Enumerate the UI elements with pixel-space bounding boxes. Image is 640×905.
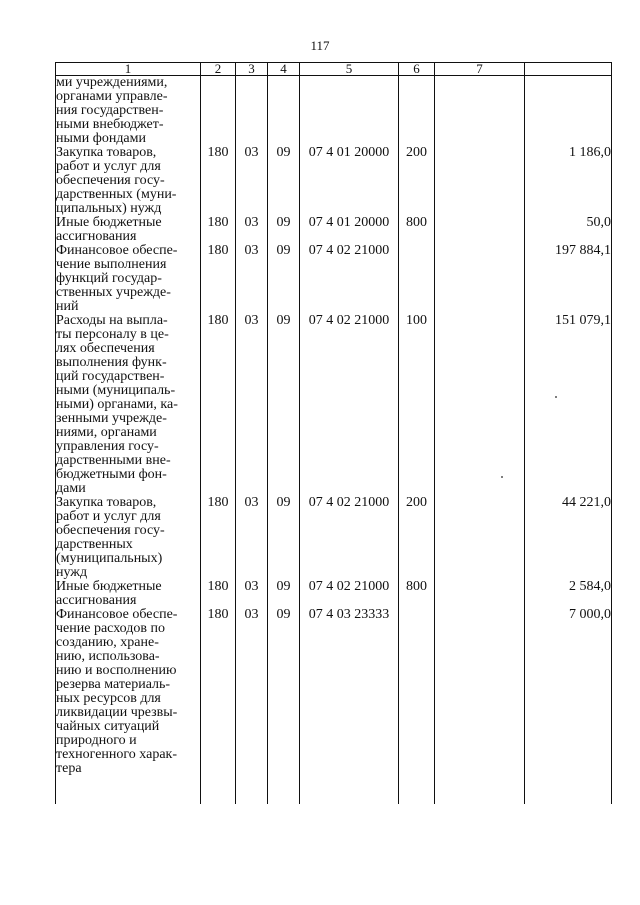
row-name: [56, 314, 201, 496]
row-name: [56, 608, 201, 776]
row-name: [56, 580, 201, 608]
row-name-line: техногенного харак-: [56, 747, 177, 762]
row-name-line: бюджетными фон-: [56, 467, 167, 482]
row-name-line: (муниципальных): [56, 551, 163, 566]
row-code-expense-type: 200: [399, 496, 435, 580]
row-name-line: ассигнования: [56, 229, 137, 244]
row-name-line: нию и восполнению: [56, 663, 177, 678]
row-col-7: [435, 608, 525, 776]
table-row: [56, 216, 612, 244]
row-code-admin: 180: [201, 146, 236, 216]
row-name-line: ниями, органами: [56, 425, 157, 440]
table-row: [56, 496, 612, 580]
row-code-subsection: 09: [268, 146, 300, 216]
row-code-target: 07 4 02 21000: [300, 496, 399, 580]
header-col-4: 4: [268, 63, 300, 76]
row-name-line: ными фондами: [56, 131, 147, 146]
row-name-line: ными (муниципаль-: [56, 383, 176, 398]
row-code-section: 03: [236, 146, 268, 216]
row-code-target: 07 4 01 20000: [300, 146, 399, 216]
row-col-7: [435, 580, 525, 608]
row-name-line: лях обеспечения: [56, 341, 155, 356]
row-col-7: [435, 76, 525, 147]
row-name-line: ния государствен-: [56, 103, 164, 118]
row-code-target: 07 4 01 20000: [300, 216, 399, 244]
row-name-line: ными внебюджет-: [56, 117, 164, 132]
table-row: [56, 314, 612, 496]
table-row: [56, 580, 612, 608]
row-col-7: [435, 146, 525, 216]
row-code-subsection: 09: [268, 216, 300, 244]
row-name-line: ственных учрежде-: [56, 285, 171, 300]
row-name-line: чайных ситуаций: [56, 719, 160, 734]
row-name-line: нию, использова-: [56, 649, 160, 664]
row-code-section: 03: [236, 608, 268, 776]
budget-table: [55, 62, 612, 804]
row-code-admin: 180: [201, 314, 236, 496]
scan-speck: [555, 396, 557, 398]
row-name-line: ликвидации чрезвы-: [56, 705, 178, 720]
table-row: [56, 76, 612, 147]
row-code-target: [300, 76, 399, 147]
row-name-line: дами: [56, 481, 86, 496]
row-name-line: ты персоналу в це-: [56, 327, 169, 342]
row-name-line: тера: [56, 761, 82, 776]
row-code-admin: [201, 76, 236, 147]
row-amount: 151 079,1: [525, 314, 612, 496]
row-amount: 2 584,0: [525, 580, 612, 608]
row-name-line: созданию, хране-: [56, 635, 159, 650]
row-code-target: 07 4 03 23333: [300, 608, 399, 776]
row-name-line: ний: [56, 299, 79, 314]
table-row: [56, 146, 612, 216]
row-code-section: 03: [236, 244, 268, 314]
filler-row: [56, 776, 612, 804]
row-code-target: 07 4 02 21000: [300, 314, 399, 496]
row-name-line: ассигнования: [56, 593, 137, 608]
header-col-3: 3: [236, 63, 268, 76]
row-name-line: обеспечения госу-: [56, 523, 165, 538]
row-code-section: 03: [236, 496, 268, 580]
row-code-section: 03: [236, 216, 268, 244]
row-col-7: [435, 216, 525, 244]
row-name-line: ных ресурсов для: [56, 691, 161, 706]
header-col-8: [525, 63, 612, 76]
row-code-admin: 180: [201, 496, 236, 580]
row-name-line: управления госу-: [56, 439, 159, 454]
row-amount: 50,0: [525, 216, 612, 244]
row-code-expense-type: 800: [399, 580, 435, 608]
row-code-section: 03: [236, 314, 268, 496]
row-code-admin: 180: [201, 216, 236, 244]
row-code-target: 07 4 02 21000: [300, 244, 399, 314]
row-code-expense-type: [399, 76, 435, 147]
table-row: [56, 608, 612, 776]
row-name-line: ными) органами, ка-: [56, 397, 178, 412]
row-code-expense-type: 200: [399, 146, 435, 216]
row-name: [56, 146, 201, 216]
row-name-line: органами управле-: [56, 89, 168, 104]
row-code-expense-type: [399, 244, 435, 314]
row-name-line: работ и услуг для: [56, 509, 161, 524]
row-name-line: дарственных: [56, 537, 133, 552]
row-name-line: зенными учрежде-: [56, 411, 167, 426]
row-name-line: Финансовое обеспе-: [56, 243, 178, 258]
row-amount: 44 221,0: [525, 496, 612, 580]
row-code-expense-type: 800: [399, 216, 435, 244]
row-code-admin: 180: [201, 580, 236, 608]
table-body: [56, 76, 612, 805]
row-code-subsection: 09: [268, 580, 300, 608]
row-amount: 197 884,1: [525, 244, 612, 314]
page-number: 117: [310, 38, 330, 53]
row-name-line: дарственными вне-: [56, 453, 171, 468]
row-name-line: Закупка товаров,: [56, 145, 157, 160]
row-name-line: выполнения функ-: [56, 355, 167, 370]
row-name-line: функций государ-: [56, 271, 162, 286]
row-code-admin: 180: [201, 244, 236, 314]
row-code-subsection: 09: [268, 244, 300, 314]
row-name-line: дарственных (муни-: [56, 187, 177, 202]
row-name-line: Иные бюджетные: [56, 215, 162, 230]
row-code-subsection: 09: [268, 608, 300, 776]
row-name-line: Закупка товаров,: [56, 495, 157, 510]
row-amount: [525, 76, 612, 147]
row-name-line: ций государствен-: [56, 369, 165, 384]
row-name: [56, 216, 201, 244]
row-name-line: чение выполнения: [56, 257, 167, 272]
row-code-expense-type: [399, 608, 435, 776]
header-col-6: 6: [399, 63, 435, 76]
row-name-line: резерва материаль-: [56, 677, 171, 692]
row-name-line: чение расходов по: [56, 621, 165, 636]
row-name-line: природного и: [56, 733, 137, 748]
row-code-target: 07 4 02 21000: [300, 580, 399, 608]
row-name: [56, 496, 201, 580]
row-code-subsection: 09: [268, 314, 300, 496]
row-name: [56, 244, 201, 314]
table-row: [56, 244, 612, 314]
header-col-5: 5: [300, 63, 399, 76]
row-code-subsection: [268, 76, 300, 147]
row-name-line: ми учреждениями,: [56, 75, 168, 90]
row-col-7: [435, 496, 525, 580]
header-col-2: 2: [201, 63, 236, 76]
row-code-admin: 180: [201, 608, 236, 776]
row-name-line: ципальных) нужд: [56, 201, 162, 216]
row-code-section: [236, 76, 268, 147]
row-code-section: 03: [236, 580, 268, 608]
row-amount: 1 186,0: [525, 146, 612, 216]
header-col-7: 7: [435, 63, 525, 76]
header-row: [56, 63, 612, 76]
row-name: [56, 76, 201, 147]
scan-speck: [501, 476, 503, 478]
row-col-7: [435, 314, 525, 496]
row-name-line: нужд: [56, 565, 88, 580]
row-name-line: Финансовое обеспе-: [56, 607, 178, 622]
row-amount: 7 000,0: [525, 608, 612, 776]
row-code-expense-type: 100: [399, 314, 435, 496]
row-name-line: Иные бюджетные: [56, 579, 162, 594]
row-code-subsection: 09: [268, 496, 300, 580]
row-name-line: работ и услуг для: [56, 159, 161, 174]
row-name-line: обеспечения госу-: [56, 173, 165, 188]
header-col-1: 1: [56, 63, 201, 76]
row-col-7: [435, 244, 525, 314]
row-name-line: Расходы на выпла-: [56, 313, 168, 328]
